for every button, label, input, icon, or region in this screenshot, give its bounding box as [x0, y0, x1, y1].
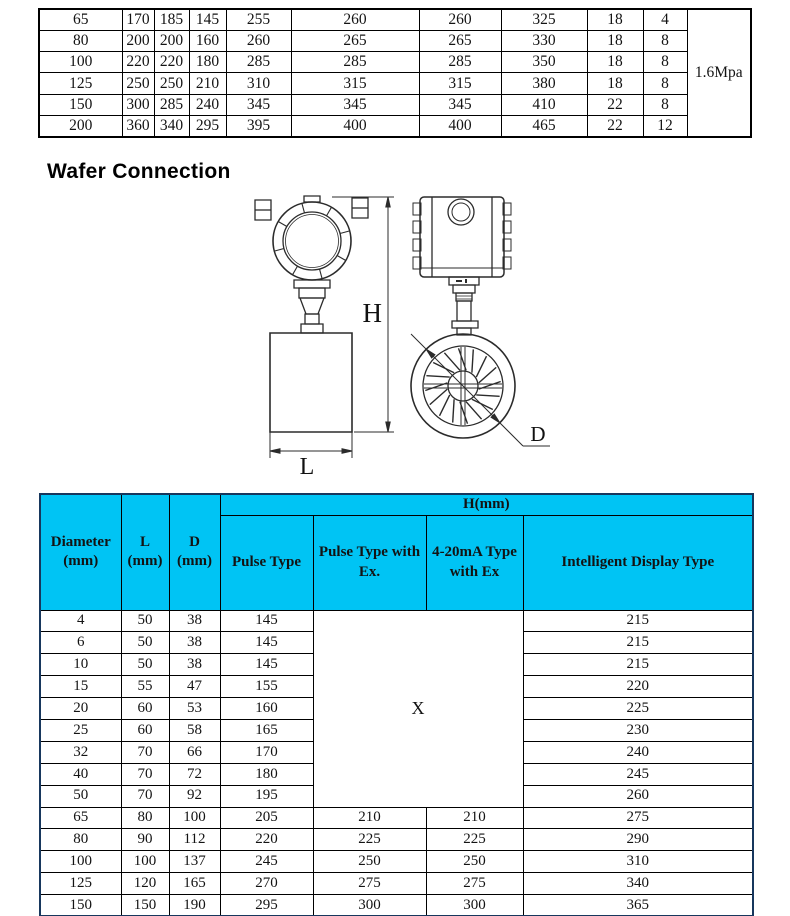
side-neck: [449, 277, 479, 335]
cell: 32: [40, 741, 121, 763]
cell: 225: [313, 829, 426, 851]
cell: 210: [189, 73, 226, 94]
cell: 8: [643, 30, 687, 51]
cell: 12: [643, 115, 687, 136]
head-outer-ring: [273, 202, 351, 280]
cell: 50: [40, 785, 121, 807]
cell: 250: [122, 73, 154, 94]
cell: 120: [121, 873, 169, 895]
cell: 22: [587, 115, 643, 136]
cell: 295: [220, 895, 313, 916]
header-row-group: [40, 494, 753, 515]
cell: 260: [291, 9, 419, 30]
cell: 150: [40, 895, 121, 916]
cell: 8: [643, 73, 687, 94]
cell: 310: [226, 73, 291, 94]
dim-label-d: D: [530, 422, 546, 446]
pressure-rating-cell: 1.6Mpa: [687, 9, 751, 137]
cell: 145: [220, 610, 313, 632]
cell: 350: [501, 52, 587, 73]
cell: 165: [169, 873, 220, 895]
cell: 18: [587, 73, 643, 94]
cell: 60: [121, 719, 169, 741]
front-view: [255, 196, 368, 432]
cell: 240: [189, 94, 226, 115]
cell: 300: [426, 895, 523, 916]
cell: 38: [169, 654, 220, 676]
cell: 65: [39, 9, 122, 30]
cell: 70: [121, 785, 169, 807]
housing: [420, 197, 504, 277]
cell: 315: [291, 73, 419, 94]
cell: 165: [220, 719, 313, 741]
dimension-l: [270, 432, 352, 480]
cell: 300: [122, 94, 154, 115]
cell: 285: [419, 52, 501, 73]
cell: 112: [169, 829, 220, 851]
cell: 330: [501, 30, 587, 51]
cell: 190: [169, 895, 220, 916]
cell: 340: [523, 873, 753, 895]
cell: 285: [154, 94, 189, 115]
wafer-outer-ring: [411, 334, 515, 438]
cell: 250: [154, 73, 189, 94]
head-inner-ring: [283, 212, 341, 270]
dim-label-h: H: [362, 298, 382, 328]
cell: 310: [523, 851, 753, 873]
head-top-nub: [304, 196, 320, 202]
cell: 315: [419, 73, 501, 94]
cell: 215: [523, 610, 753, 632]
cell: 47: [169, 676, 220, 698]
table-row: [39, 52, 751, 73]
cell: 200: [154, 30, 189, 51]
cell: 345: [291, 94, 419, 115]
side-view: [411, 197, 515, 438]
table-row: [40, 851, 753, 873]
cell: 250: [313, 851, 426, 873]
head-right-ear: [352, 198, 368, 218]
cell: 22: [587, 94, 643, 115]
cell: 80: [121, 807, 169, 829]
cell: 225: [426, 829, 523, 851]
cell: 225: [523, 698, 753, 720]
cell: 245: [523, 763, 753, 785]
cell: 150: [39, 94, 122, 115]
cell: 145: [220, 654, 313, 676]
cell: 400: [419, 115, 501, 136]
table-row: [40, 895, 753, 916]
cell: 145: [189, 9, 226, 30]
table-row: [40, 829, 753, 851]
cell: 70: [121, 741, 169, 763]
cell: 18: [587, 30, 643, 51]
cell: 345: [226, 94, 291, 115]
arrow-up: [386, 197, 390, 207]
cell: 160: [189, 30, 226, 51]
cell: 220: [154, 52, 189, 73]
wafer-dimension-table: [39, 493, 754, 916]
cell: 180: [189, 52, 226, 73]
table-row: [39, 115, 751, 136]
table-row: [40, 610, 753, 632]
cell: 275: [523, 807, 753, 829]
cell: 285: [291, 52, 419, 73]
cell: 150: [121, 895, 169, 916]
cell: 300: [313, 895, 426, 916]
cell: 100: [40, 851, 121, 873]
cell: 125: [39, 73, 122, 94]
cell: 80: [39, 30, 122, 51]
dimension-h: [332, 197, 394, 432]
not-available-cell: X: [313, 610, 523, 807]
col-header-display: Intelligent Display Type: [523, 515, 753, 610]
cell: 4: [40, 610, 121, 632]
cell: 465: [501, 115, 587, 136]
cell: 200: [39, 115, 122, 136]
cell: 380: [501, 73, 587, 94]
cell: 92: [169, 785, 220, 807]
cell: 290: [523, 829, 753, 851]
cell: 240: [523, 741, 753, 763]
flange-segment-ticks: [274, 203, 349, 278]
cell: 18: [587, 52, 643, 73]
cell: 220: [122, 52, 154, 73]
cell: 80: [40, 829, 121, 851]
cell: 10: [40, 654, 121, 676]
cell: 53: [169, 698, 220, 720]
cell: 200: [122, 30, 154, 51]
cell: 55: [121, 676, 169, 698]
wafer-inner-ring: [423, 346, 503, 426]
cell: 60: [121, 698, 169, 720]
cell: 195: [220, 785, 313, 807]
cell: 72: [169, 763, 220, 785]
cell: 275: [313, 873, 426, 895]
cell: 270: [220, 873, 313, 895]
col-header-ma-ex: 4-20mA Type with Ex: [426, 515, 523, 610]
front-neck: [294, 280, 330, 333]
cell: 210: [426, 807, 523, 829]
cell: 205: [220, 807, 313, 829]
cell: 185: [154, 9, 189, 30]
turbine-blades: [425, 348, 500, 423]
meter-body: [270, 333, 352, 432]
cell: 245: [220, 851, 313, 873]
cell: 125: [40, 873, 121, 895]
cell: 365: [523, 895, 753, 916]
cell: 8: [643, 52, 687, 73]
col-header-h-group: H(mm): [220, 494, 753, 515]
dim-label-l: L: [299, 454, 315, 480]
col-header-pulse: Pulse Type: [220, 515, 313, 610]
cell: 6: [40, 632, 121, 654]
cell: 40: [40, 763, 121, 785]
cell: 255: [226, 9, 291, 30]
cell: 210: [313, 807, 426, 829]
arrow-upper-left: [426, 349, 435, 358]
arrow-right: [342, 449, 352, 453]
cell: 18: [587, 9, 643, 30]
cell: 145: [220, 632, 313, 654]
col-header-d: D (mm): [169, 494, 220, 610]
dimension-d: [411, 334, 550, 446]
cell: 400: [291, 115, 419, 136]
housing-ribs: [413, 203, 511, 269]
col-header-l: L (mm): [121, 494, 169, 610]
cell: 265: [291, 30, 419, 51]
cell: 15: [40, 676, 121, 698]
cell: 275: [426, 873, 523, 895]
cell: 58: [169, 719, 220, 741]
cell: 410: [501, 94, 587, 115]
cell: 20: [40, 698, 121, 720]
cell: 4: [643, 9, 687, 30]
arrow-left: [270, 449, 280, 453]
cell: 220: [523, 676, 753, 698]
cell: 325: [501, 9, 587, 30]
section-heading: Wafer Connection: [47, 160, 231, 183]
cell: 260: [419, 9, 501, 30]
cell: 160: [220, 698, 313, 720]
cell: 260: [523, 785, 753, 807]
cell: 345: [419, 94, 501, 115]
table-row: [39, 94, 751, 115]
arrow-down: [386, 422, 390, 432]
cell: 215: [523, 654, 753, 676]
col-header-pulse-ex: Pulse Type with Ex.: [313, 515, 426, 610]
arrow-lower-right: [491, 414, 500, 423]
cell: 230: [523, 719, 753, 741]
cell: 25: [40, 719, 121, 741]
cell: 90: [121, 829, 169, 851]
head-left-ear: [255, 200, 271, 220]
cell: 70: [121, 763, 169, 785]
cable-entry: [448, 199, 474, 225]
cell: 285: [226, 52, 291, 73]
cell: 50: [121, 654, 169, 676]
cell: 250: [426, 851, 523, 873]
table-row: [39, 73, 751, 94]
cell: 360: [122, 115, 154, 136]
cell: 395: [226, 115, 291, 136]
table-row: [39, 9, 751, 30]
flange-spec-table: [38, 8, 752, 138]
cell: 100: [169, 807, 220, 829]
hub-cross: [424, 347, 502, 425]
cell: 65: [40, 807, 121, 829]
col-header-diameter: Diameter (mm): [40, 494, 121, 610]
cell: 137: [169, 851, 220, 873]
cell: 260: [226, 30, 291, 51]
cell: 180: [220, 763, 313, 785]
turbine-hub: [448, 371, 478, 401]
table-row: [39, 30, 751, 51]
cell: 100: [39, 52, 122, 73]
cell: 100: [121, 851, 169, 873]
cell: 66: [169, 741, 220, 763]
cell: 215: [523, 632, 753, 654]
cell: 295: [189, 115, 226, 136]
cell: 340: [154, 115, 189, 136]
cell: 50: [121, 610, 169, 632]
cell: 38: [169, 632, 220, 654]
cell: 38: [169, 610, 220, 632]
cell: 170: [220, 741, 313, 763]
cell: 50: [121, 632, 169, 654]
table-row: [40, 807, 753, 829]
cell: 265: [419, 30, 501, 51]
cell: 220: [220, 829, 313, 851]
cell: 155: [220, 676, 313, 698]
cell: 8: [643, 94, 687, 115]
table-row: [40, 873, 753, 895]
cell: 170: [122, 9, 154, 30]
